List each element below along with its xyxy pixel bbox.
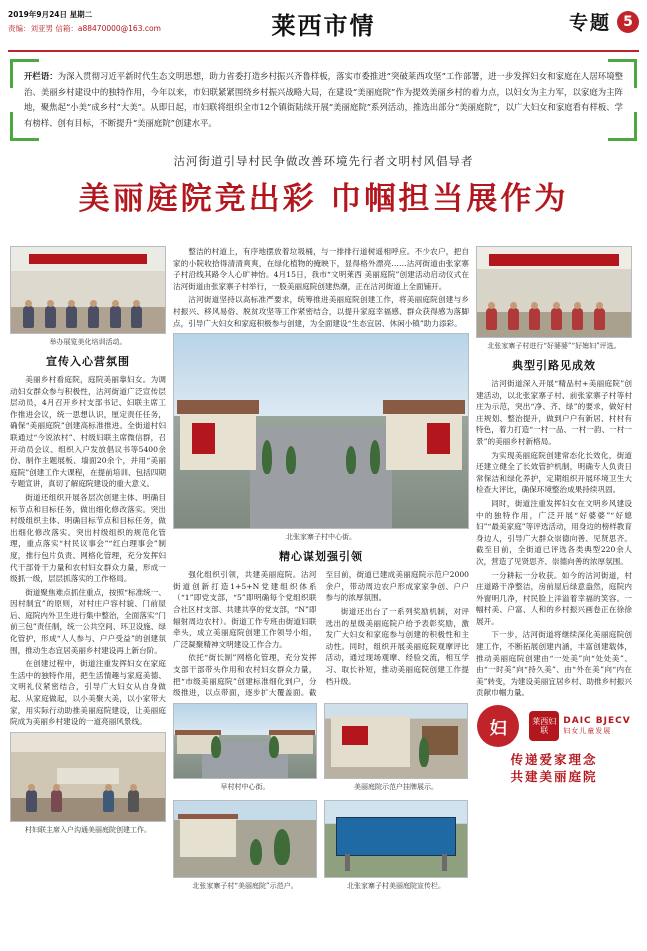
photo-caption: 美丽庭院示范户挂牌展示。 <box>354 782 438 791</box>
middle-lead <box>173 246 469 329</box>
photo-caption: 北张家寨子村中心街。 <box>286 533 356 542</box>
intro-label: 开栏语： <box>24 71 58 81</box>
right-column <box>476 246 632 945</box>
photo-village-main-street <box>173 333 469 529</box>
photo-demo-household-plaque <box>324 703 468 779</box>
photo-home-visit <box>10 732 166 822</box>
section-marker <box>569 8 639 35</box>
masthead <box>8 6 639 52</box>
partner-logo-en: DAIC BJECV <box>563 716 631 727</box>
photo-caption: 举办展览美化培训活动。 <box>49 338 127 346</box>
article-columns <box>10 246 637 945</box>
paragraph: 整洁的村道上，有序地摆放着垃圾桶，与一排排行道树遥相呼应。不少农户，把自家的小院收拾得清清爽爽，在绿化植物的掩映下，显得格外漂亮……沽河街道由张家寨子村沿线其路令人心旷神怡。4月15日，我市“文明莱西 美丽庭院”创建活动启动仪式在沽河街道由张家寨子村举行，一股美丽庭院创建热潮，正在沽河街道上全面铺开。 <box>173 247 469 291</box>
photo-award-ceremony <box>476 246 632 338</box>
middle-column-body <box>173 569 469 699</box>
photo-caption: 北张家寨子村美丽庭院宣传栏。 <box>347 881 445 890</box>
slogan <box>476 751 632 785</box>
paragraph: 街道还组织开展各层次创建主体、明确目标节点和目标任务，做出细化修改落实。突出村级组织主体、明确目标节点和目标任务，做出细化修改落实。突出村级组织的规范化管理，重点落实“村民议事会”“红白理事会”制度，推行包片负责、网格化管理，充分发挥妇代干部骨干力量和农村妇女群众力量，形成一级抓一级，层层抓落实的工作格局。 <box>10 492 166 584</box>
corner-decoration <box>10 112 39 141</box>
slogan-line-1: 传递爱家理念 <box>510 752 598 768</box>
section-label: 专题 <box>568 12 611 34</box>
photo-village-street-2 <box>173 703 317 779</box>
left-column <box>10 246 166 945</box>
paragraph: 同时，街道注重发挥妇女在文明乡风建设中的独特作用，广泛开展“好婆婆”“好媳妇”“最美家庭”等评选活动，用身边的榜样教育身边人，引导广大群众崇德向善、见贤思齐。截至目前，全街道已评选各类典型220余人次，营造了见贤思齐、崇德向善的浓厚氛围。 <box>476 498 632 566</box>
paragraph: 下一步，沽河街道将继续深化美丽庭院创建工作，不断拓展创建内涵，丰富创建载体，推动美丽庭院创建由“一处美”向“处处美”、由“一时美”向“持久美”、由“外在美”向“内在美”转变，为建设美丽宜居乡村、助推乡村振兴贡献巾帼力量。 <box>476 630 632 698</box>
photo-demo-courtyard <box>173 800 317 878</box>
corner-decoration <box>10 59 39 88</box>
paragraph: 街道还出台了一系列奖励机制，对评选出的星级美丽庭院户给予表彰奖励，激发广大妇女和家庭参与创建的积极性和主动性。同时，组织开展美丽庭院观摩评比活动，通过现场观摩、经验交流，相互学习、取长补短，推动美丽庭院创建工作提档升级。 <box>325 606 469 686</box>
corner-decoration <box>608 59 637 88</box>
paper-title: 莱西市情 <box>271 11 376 40</box>
paragraph: 强化组织引领，共建美丽庭院。沽河街道创新打造1+5+N党建组织体系（“1”即党支部，“5”即明确每个党组织联合社区村支部、共建共享的党支部，“N”即辐射周边农村）。街道工作专班由街道妇联牵头，成立美丽庭院创建工作领导小组，广泛凝聚精神文明建设工作合力。 <box>173 570 317 649</box>
intro-text <box>24 69 623 131</box>
photo-publicity-board <box>324 800 468 878</box>
paragraph: 为实现美丽庭院创建常态化长效化，街道还建立健全了长效管护机制，明确专人负责日常保洁和绿化养护，定期组织开展环境卫生大检查大评比，确保环境整治成果持续巩固。 <box>476 450 632 495</box>
paragraph: 沽河街道深入开展“精品村+美丽庭院”创建活动，以北张家寨子村、前张家寨子村等村庄为示范，突出“净、齐、绿”的要求，做好村庄规划、整治提升，做到户户有新居、村村有特色，着力打造“一村一品、一村一韵、一村一景”的美丽乡村新格局。 <box>476 379 632 446</box>
womens-federation-logo: 妇 <box>477 705 519 747</box>
headline-subtitle: 沽河街道引导村民争做改善环境先行者文明村风倡导者 <box>173 154 474 168</box>
masthead-date: 2019年9月24日 星期二 <box>8 10 93 19</box>
paragraph: 美丽乡村看庭院，庭院美丽靠妇女。为调动妇女群众参与积极性，沽河街道广泛宣传层层动员，4月召开乡村支部书记、妇联主席工作推进会议，统一思想认识，厘定责任任务，确保“美丽庭院”创建高标准推进。全街道村妇联通过“今说浓村”、村级妇联主席微信群，召开动员会议、组织入户发放倡议书等5400余份、制作主题展板、墙面20余个，并用“美丽庭院”创建工作大课程，在提前培训、包括四期专题宣讲，真切了解庭院建设的重大意义。 <box>10 375 166 489</box>
paragraph: 在创建过程中，街道注重发挥妇女在家庭生活中的独特作用，把生活情趣与家庭美德、文明礼仪紧密结合，引导广大妇女从自身做起、从家庭做起，以小美聚大美，以小家带大家，用实际行动助推美丽庭院建设，让美丽庭院成为美丽乡村建设的一道亮丽风景线。 <box>10 659 166 727</box>
photo-caption: 村妇联主席入户沟通美丽庭院创建工作。 <box>25 825 151 834</box>
photo-pair-row <box>173 703 469 798</box>
corner-decoration <box>608 112 637 141</box>
paragraph: 依托“街长制”网格化管理，充分发挥支部干部带头作用和农村妇女群众力量，把“市级美丽庭院”创建标准细化到户，分级推进，以点带面，逐步扩大覆盖面。截至目前，街道已建成美丽庭院示范户2000余户，带动周边农户形成家家争创、户户参与的浓厚氛围。 <box>173 570 469 698</box>
page-title: 美丽庭院竞出彩 巾帼担当展作为 <box>78 181 569 217</box>
photo-pair-row-2 <box>173 800 469 897</box>
paragraph: 一分耕耘一分收获。如今的沽河街道，村庄道路干净整洁，房前屋后绿意盎然，庭院内外窗明几净，村民脸上洋溢着幸福的笑容。一幅村美、户富、人和的乡村振兴画卷正在徐徐展开。 <box>476 570 632 626</box>
sponsor-logos <box>476 705 632 747</box>
masthead-contact: 责编：刘亚男 信箱：a88470000@163.com <box>8 24 161 33</box>
partner-logo-mark: 莱西妇联 <box>529 711 559 741</box>
left-column-body <box>10 374 166 728</box>
photo-caption: 北张家寨子村进行“好婆婆”“好媳妇”评选。 <box>487 342 621 350</box>
page-number-badge: 5 <box>617 11 639 33</box>
photo-training-event <box>10 246 166 334</box>
slogan-line-2: 共建美丽庭院 <box>510 769 598 785</box>
masthead-info <box>8 8 161 36</box>
partner-logo-cn: 妇女儿童发展 <box>563 727 612 736</box>
middle-column <box>173 246 469 945</box>
photo-caption: 北张家寨子村“美丽庭院”示范户。 <box>192 881 298 890</box>
intro-body: 为深入贯彻习近平新时代生态文明思想，助力省委打造乡村振兴齐鲁样板，落实市委推进“突破莱西攻坚”工作部署，进一步发挥妇女和家庭在人居环境整治、美丽乡村建设中的独特作用，今年以来，市妇联紧紧围绕乡村振兴战略大局，在建设“美丽庭院”作为提效美丽乡村的着力点，以妇女为主力军，以家庭为主阵地，聚焦起“小美”成乡村“大美”。从即日起，市妇联将组织全市12个镇街陆续开展“美丽庭院”系列活动，推选出部分“美丽庭院”，以广大妇女和家庭看有样板、学有榜样、创有目标，不断提升“美丽庭院”创建水平。 <box>24 71 624 128</box>
intro-box <box>10 59 637 141</box>
newspaper-page <box>0 6 647 951</box>
section-title: 精心谋划强引领 <box>279 550 363 564</box>
section-title: 宣传入心营氛围 <box>46 355 130 368</box>
photo-caption: 早村村中心街。 <box>220 782 270 791</box>
right-column-body <box>476 378 632 699</box>
partner-logo <box>529 711 630 741</box>
paragraph: 沽河街道坚持以高标准严要求，统筹推进美丽庭院创建工作，将美丽庭院创建与乡村振兴、移风易俗、脱贫攻坚等工作紧密结合，以提升家庭幸福感、群众获得感为落脚点，引导广大妇女和家庭积极参与创建，为全面建设“生态宜居、休闲小镇”助力添彩。 <box>173 295 469 328</box>
paragraph: 街道聚焦难点抓住重点，按照“标准统一、因村制宜”的原则，对村庄户容村貌、门前屋后、庭院内外卫生进行集中整治，全面落实“门前三包”责任制，统一公共空间、环卫设施、绿化管护，形成“人人参与、户户受益”的创建氛围，推动生态宜居美丽乡村建设再上新台阶。 <box>10 587 166 655</box>
section-title: 典型引路见成效 <box>512 359 596 372</box>
